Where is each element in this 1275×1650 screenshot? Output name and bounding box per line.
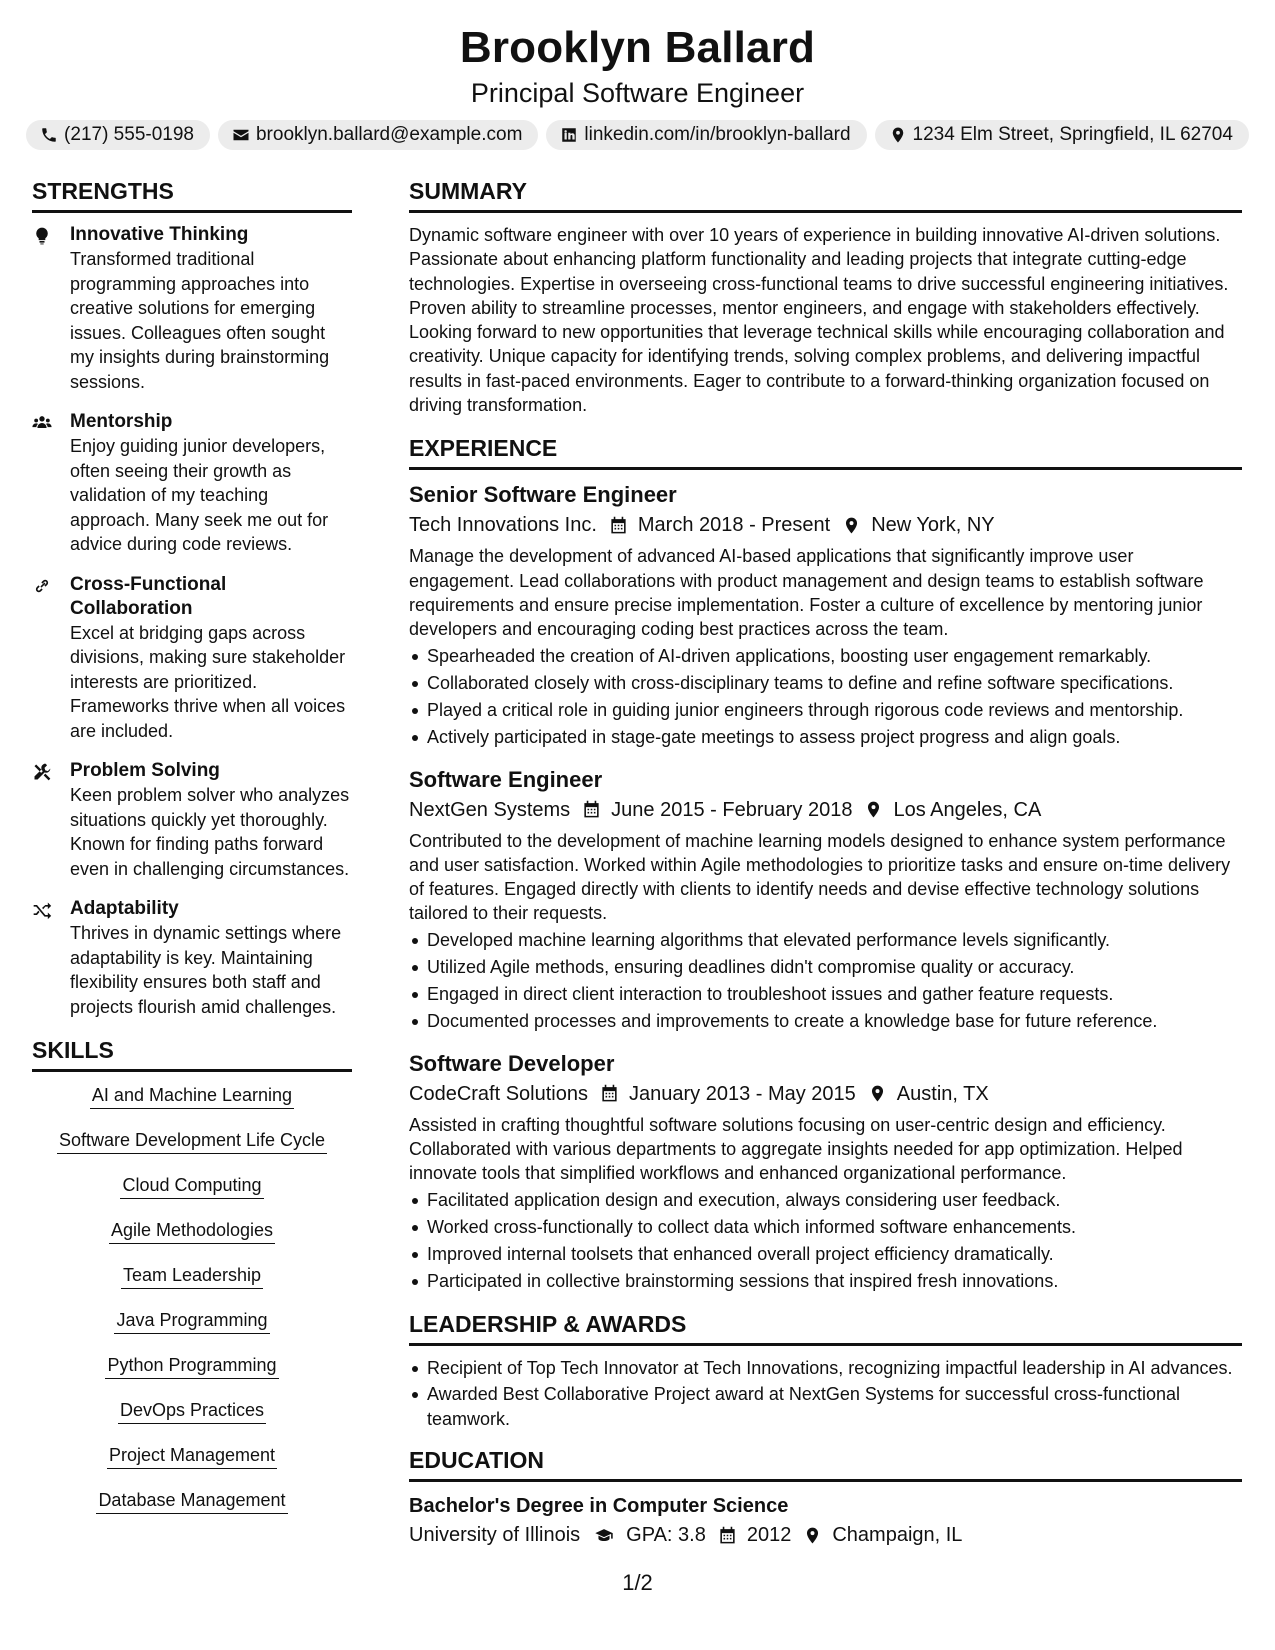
strength-desc: Keen problem solver who analyzes situations quickly yet thoroughly. Known for finding paths forward even in challenging circumstances. xyxy=(70,785,350,879)
strength-desc: Transformed traditional programming approaches into creative solutions for emerging issues. Colleagues often sought my insights during brainstorming sessions. xyxy=(70,249,330,392)
awards-list xyxy=(409,1356,1242,1432)
map-pin-icon xyxy=(868,1084,887,1103)
phone-icon xyxy=(40,126,58,144)
skill-item: Project Management xyxy=(107,1442,277,1469)
skills-heading: SKILLS xyxy=(32,1035,352,1072)
skill-item: Database Management xyxy=(96,1487,287,1514)
lightbulb-icon xyxy=(32,226,52,246)
job-title: Software Developer xyxy=(409,1050,615,1076)
graduation-cap-icon xyxy=(592,1526,616,1545)
bullet-item: Collaborated closely with cross-disciplinary teams to define and refine software specifications. xyxy=(409,670,1242,697)
envelope-icon xyxy=(232,126,250,144)
education-year: 2012 xyxy=(746,1524,792,1547)
education-gpa: GPA: 3.8 xyxy=(626,1524,706,1547)
strength-item xyxy=(32,223,352,394)
strength-item xyxy=(32,759,352,881)
map-pin-icon xyxy=(803,1526,822,1545)
bullet-item: Played a critical role in guiding junior engineers through rigorous code reviews and mentorship. xyxy=(409,697,1242,724)
bullet-item: Spearheaded the creation of AI-driven applications, boosting user engagement remarkably. xyxy=(409,643,1242,670)
job-bullets xyxy=(409,1187,1242,1295)
job-description: Contributed to the development of machine learning models designed to enhance system performance and user satisfaction. Worked within Agile methodologies to prioritize tasks and ensure on-time delivery of features. Engaged directly with clients to identify needs and devise effective technology solutions tailored to their requests. xyxy=(409,830,1231,924)
calendar-icon xyxy=(718,1526,737,1545)
strength-name: Mentorship xyxy=(70,411,173,432)
phone-text: (217) 555-0198 xyxy=(64,124,194,145)
education-meta xyxy=(409,1520,1242,1550)
job-bullets xyxy=(409,643,1242,751)
job-entry xyxy=(409,1049,1242,1295)
job-company: NextGen Systems xyxy=(409,798,571,821)
left-column xyxy=(32,176,352,1532)
map-pin-icon xyxy=(889,126,907,144)
map-pin-icon xyxy=(864,800,883,819)
summary-heading: SUMMARY xyxy=(409,176,1242,213)
skill-item: Agile Methodologies xyxy=(109,1217,275,1244)
job-location: Austin, TX xyxy=(896,1082,989,1105)
right-column xyxy=(409,176,1242,1554)
skill-item: Python Programming xyxy=(105,1352,278,1379)
education-degree: Bachelor's Degree in Computer Science xyxy=(409,1495,789,1518)
skill-item: DevOps Practices xyxy=(118,1397,266,1424)
skills-list xyxy=(32,1082,352,1532)
job-dates: June 2015 - February 2018 xyxy=(611,798,853,821)
education-school: University of Illinois xyxy=(409,1524,581,1547)
job-entry xyxy=(409,480,1242,750)
strength-item xyxy=(32,897,352,1019)
summary-text: Dynamic software engineer with over 10 years of experience in building innovative AI-driven solutions. Passionate about enhancing platform functionality and leading projects that integrate cutting-edge technologies. Expertise in overseeing cross-functional teams to drive successful engineering initiatives. Proven ability to streamline processes, mentor engineers, and engage with stakeholders effectively. Looking forward to new opportunities that leverage technical skills while encouraging collaboration and creativity. Unique capacity for identifying trends, solving complex problems, and delivering impactful results in fast-paced environments. Eager to contribute to a forward-thinking organization focused on driving transformation. xyxy=(409,225,1229,416)
job-company: CodeCraft Solutions xyxy=(409,1082,588,1105)
strength-desc: Excel at bridging gaps across divisions, making sure stakeholder interests are prioritized. Frameworks thrive when all voices are included. xyxy=(70,622,346,741)
strength-desc: Enjoy guiding junior developers, often seeing their growth as validation of my teaching approach. Many seek me out for advice during code reviews. xyxy=(70,436,329,554)
strength-item xyxy=(32,573,352,744)
job-location: Los Angeles, CA xyxy=(893,798,1042,821)
bullet-item: Improved internal toolsets that enhanced overall project efficiency dramatically. xyxy=(409,1241,1242,1268)
job-description: Manage the development of advanced AI-based applications that significantly improve user engagement. Lead collaborations with product management and design teams to establish software requirements and ensure precise implementation. Foster a culture of excellence by mentoring junior developers and encouraging coding best practices across the team. xyxy=(409,546,1204,640)
contact-phone[interactable] xyxy=(26,120,210,150)
map-pin-icon xyxy=(842,516,861,535)
job-dates: January 2013 - May 2015 xyxy=(628,1082,856,1105)
bullet-item: Developed machine learning algorithms that elevated performance levels significantly. xyxy=(409,927,1242,954)
bullet-item: Utilized Agile methods, ensuring deadlines didn't compromise quality or accuracy. xyxy=(409,954,1242,981)
contact-email[interactable] xyxy=(218,120,538,150)
calendar-icon xyxy=(582,800,601,819)
skill-item: AI and Machine Learning xyxy=(90,1082,294,1109)
job-dates: March 2018 - Present xyxy=(637,514,831,537)
candidate-name: Brooklyn Ballard xyxy=(459,23,816,72)
experience-heading: EXPERIENCE xyxy=(409,433,1242,470)
bullet-item: Actively participated in stage-gate meetings to assess project progress and align goals. xyxy=(409,724,1242,751)
job-description: Assisted in crafting thoughtful software solutions focusing on user-centric design and efficiency. Collaborated with various departments to aggregate insights needed for app optimization. Helped innovate tools that simplified workflows and enhanced organizational performance. xyxy=(409,1114,1183,1184)
calendar-icon xyxy=(600,1084,619,1103)
email-text: brooklyn.ballard@example.com xyxy=(255,124,523,145)
address-text: 1234 Elm Street, Springfield, IL 62704 xyxy=(912,124,1233,145)
job-location: New York, NY xyxy=(871,514,995,537)
contact-address[interactable] xyxy=(875,120,1249,150)
bullet-item: Documented processes and improvements to create a knowledge base for future reference. xyxy=(409,1008,1242,1035)
bullet-item: Facilitated application design and execution, always considering user feedback. xyxy=(409,1187,1242,1214)
tools-icon xyxy=(32,762,52,782)
bullet-item: Participated in collective brainstorming sessions that inspired fresh innovations. xyxy=(409,1268,1242,1295)
education-heading: EDUCATION xyxy=(409,1445,1242,1482)
page-number: 1/2 xyxy=(622,1570,653,1595)
link-icon xyxy=(32,576,52,596)
job-meta xyxy=(409,795,1242,825)
linkedin-text: linkedin.com/in/brooklyn-ballard xyxy=(584,124,851,145)
strength-name: Cross-Functional Collaboration xyxy=(70,573,227,619)
skill-item: Software Development Life Cycle xyxy=(57,1127,327,1154)
contact-linkedin[interactable] xyxy=(546,120,866,150)
strengths-heading: STRENGTHS xyxy=(32,176,352,213)
job-company: Tech Innovations Inc. xyxy=(409,514,597,537)
award-item: Awarded Best Collaborative Project award at NextGen Systems for successful cross-functional teamwork. xyxy=(409,1382,1242,1431)
skill-item: Java Programming xyxy=(114,1307,269,1334)
strength-name: Innovative Thinking xyxy=(70,224,249,245)
education-location: Champaign, IL xyxy=(832,1524,963,1547)
strength-name: Adaptability xyxy=(70,898,179,919)
job-title: Software Engineer xyxy=(409,766,603,792)
job-entry xyxy=(409,765,1242,1035)
contact-bar xyxy=(0,120,1275,150)
award-item: Recipient of Top Tech Innovator at Tech Innovations, recognizing impactful leadership in AI advances. xyxy=(409,1356,1242,1381)
skill-item: Team Leadership xyxy=(121,1262,263,1289)
strength-desc: Thrives in dynamic settings where adaptability is key. Maintaining flexibility ensures both staff and projects flourish amid challenges. xyxy=(70,923,342,1017)
bullet-item: Engaged in direct client interaction to troubleshoot issues and gather feature requests. xyxy=(409,981,1242,1008)
resume-header xyxy=(0,20,1275,150)
shuffle-icon xyxy=(32,900,52,920)
candidate-title: Principal Software Engineer xyxy=(470,78,805,108)
bullet-item: Worked cross-functionally to collect data which informed software enhancements. xyxy=(409,1214,1242,1241)
strength-name: Problem Solving xyxy=(70,760,220,781)
calendar-icon xyxy=(609,516,628,535)
job-meta xyxy=(409,1079,1242,1109)
job-bullets xyxy=(409,927,1242,1035)
strength-item xyxy=(32,410,352,557)
job-meta xyxy=(409,510,1242,540)
users-icon xyxy=(32,413,52,433)
linkedin-icon xyxy=(560,126,578,144)
skill-item: Cloud Computing xyxy=(120,1172,263,1199)
job-title: Senior Software Engineer xyxy=(409,482,677,508)
awards-heading: LEADERSHIP & AWARDS xyxy=(409,1309,1242,1346)
